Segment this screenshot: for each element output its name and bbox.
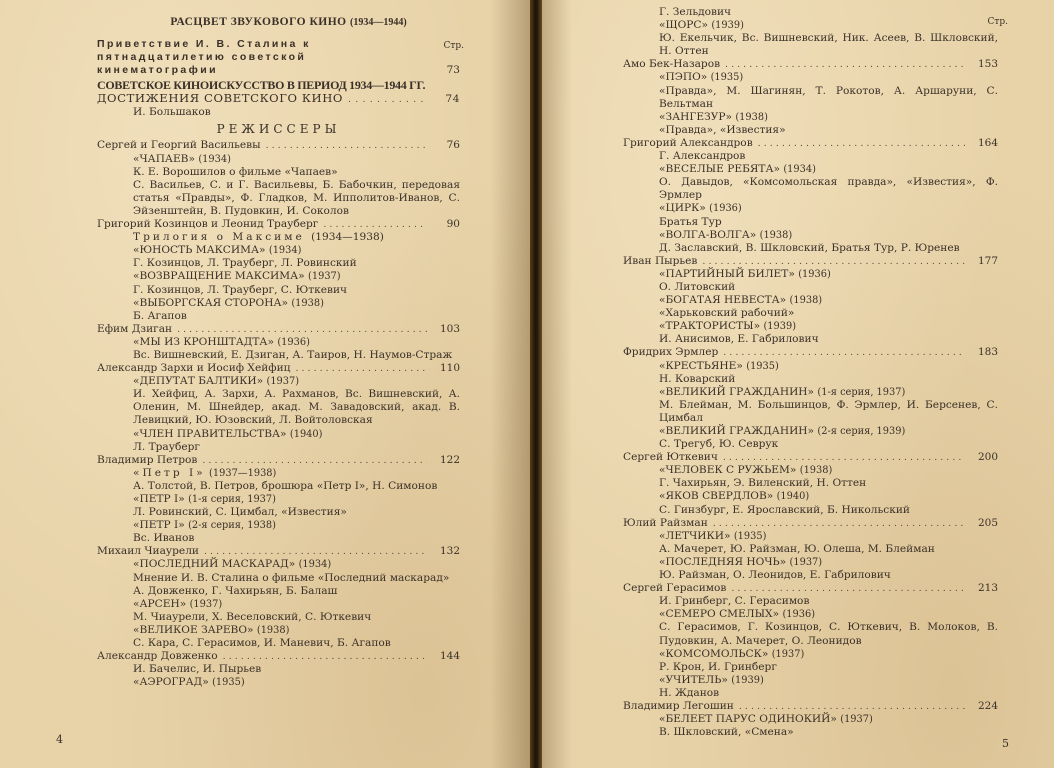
film-year: (1939): [711, 20, 744, 32]
film-line: [97, 375, 460, 388]
authors-line: М. Чиаурели, Х. Веселовский, С. Юткевич: [133, 610, 372, 623]
section-title: [97, 16, 460, 29]
film-title: «ПАРТИЙНЫЙ БИЛЕТ»: [659, 267, 795, 280]
film-title: «УЧИТЕЛЬ»: [659, 673, 728, 686]
page-number: 224: [977, 699, 998, 712]
authors-line: С. Васильев, С. и Г. Васильевы, Б. Бабочкин, передовая статья «Правды», Ф. Гладков, М. Ипполитов-Иванов, С. Эйзенштейн, В. Пудовкин, И. Соколов: [133, 178, 460, 217]
film-line: [623, 111, 998, 124]
dot-leader: [758, 139, 965, 149]
film-line: [97, 467, 460, 480]
toc-entry-director[interactable]: [623, 451, 998, 464]
film-line: [97, 297, 460, 310]
film-title: «ПЕТР I»: [133, 519, 185, 532]
film-title: «ЧЕЛОВЕК С РУЖЬЕМ»: [659, 464, 797, 477]
authors-line: О. Литовский: [659, 280, 736, 293]
film-line: [623, 294, 998, 307]
film-line: [623, 713, 998, 726]
film-line: [623, 163, 998, 176]
film-title: «ВЕЛИКИЙ ГРАЖДАНИН»: [659, 425, 815, 437]
film-line: [97, 270, 460, 283]
page-number: 205: [977, 516, 998, 529]
film-line: [623, 19, 998, 32]
right-entries-list: [623, 58, 998, 739]
toc-entry-director[interactable]: [623, 255, 998, 268]
film-year: (1936): [277, 336, 310, 348]
film-title: «ВЕЛИКОЕ ЗАРЕВО»: [133, 623, 254, 636]
film-title: «ЯКОВ СВЕРДЛОВ»: [659, 490, 774, 503]
authors-line: С. Трегуб, Ю. Севрук: [659, 438, 779, 451]
toc-entry-director[interactable]: [97, 218, 460, 231]
film-title: «КОМСОМОЛЬСК»: [659, 647, 769, 660]
film-line: [623, 490, 998, 503]
film-line: [97, 624, 460, 637]
film-year: (1937): [308, 271, 341, 283]
authors-line: Г. Александров: [659, 150, 746, 163]
authors-line: В. Шкловский, «Смена»: [659, 726, 794, 739]
page-folio: 4: [56, 733, 63, 746]
page-number: 110: [439, 362, 460, 375]
film-line: [623, 464, 998, 477]
film-line: [97, 336, 460, 349]
film-line: [623, 268, 998, 281]
film-title: «СЕМЕРО СМЕЛЫХ»: [659, 608, 780, 621]
film-title: «ЗАНГЕЗУР»: [659, 110, 732, 123]
toc-entry-director[interactable]: [623, 58, 998, 71]
film-line: [97, 428, 460, 441]
film-year: (1938): [759, 229, 793, 241]
authors-line: Л. Ровинский, С. Цимбал, «Известия»: [133, 506, 347, 519]
authors-line: Ю. Райзман, О. Леонидов, Е. Габрилович: [659, 569, 891, 582]
film-line: [97, 676, 460, 689]
film-title: «ПОСЛЕДНЯЯ НОЧЬ»: [659, 555, 787, 568]
film-line: [97, 519, 460, 532]
authors-line: Г. Козинцов, Л. Трауберг, Л. Ровинский: [133, 257, 357, 270]
dot-leader: [177, 325, 427, 335]
authors-line: О. Давыдов, «Комсомольская правда», «Известия», Ф. Эрмлер: [659, 176, 998, 202]
film-year: (1937): [266, 376, 300, 388]
film-line: [623, 530, 998, 543]
director-name: Амо Бек-Назаров: [623, 58, 721, 71]
page-number: 74: [445, 93, 460, 106]
film-year: (1939): [763, 321, 797, 333]
film-year: (1934): [198, 153, 231, 165]
authors-line: И. Бачелис, И. Пырьев: [133, 663, 262, 676]
film-year: (2-я серия, 1938): [188, 520, 276, 532]
page-number: 200: [977, 451, 998, 464]
film-title: «ЦИРК»: [659, 202, 706, 215]
film-line: [623, 556, 998, 569]
authors-line: Г. Чахирьян, Э. Виленский, Н. Оттен: [659, 477, 867, 490]
page-number: 177: [977, 254, 998, 267]
series-line: [97, 231, 460, 244]
authors-line: Братья Тур: [659, 215, 722, 228]
authors-line: «Харьковский рабочий»: [659, 307, 795, 320]
dot-leader: [295, 364, 427, 374]
authors-line: А. Мачерет, Ю. Райзман, Ю. Олеша, М. Блейман: [659, 542, 935, 555]
film-year: (1937): [189, 598, 223, 610]
film-year: (1934): [268, 245, 302, 257]
achievements-title: ДОСТИЖЕНИЯ СОВЕТСКОГО КИНО: [97, 91, 344, 106]
film-year: (1937—1938): [209, 467, 277, 479]
dot-leader: [204, 547, 427, 557]
page-number: 164: [977, 136, 998, 149]
toc-entry-director[interactable]: [623, 700, 998, 713]
director-name: Александр Зархи и Иосиф Хейфиц: [97, 362, 291, 375]
toc-entry-director[interactable]: [623, 137, 998, 150]
film-title: «АРСЕН»: [133, 597, 187, 610]
film-title: «ВЫБОРГСКАЯ СТОРОНА»: [133, 296, 288, 309]
film-year: (1939): [731, 674, 764, 686]
dot-leader: [348, 95, 427, 105]
directors-heading: РЕЖИССЕРЫ: [216, 122, 341, 137]
authors-line: «Правда», «Известия»: [659, 123, 786, 136]
film-line: [623, 71, 998, 84]
film-title: «ВОЛГА-ВОЛГА»: [659, 228, 757, 241]
director-name: Александр Довженко: [97, 650, 218, 663]
director-name: Фридрих Эрмлер: [623, 346, 719, 359]
film-line: [97, 244, 460, 257]
page-number: 213: [977, 582, 998, 595]
page-number: 103: [439, 322, 460, 335]
film-year: (1937): [789, 556, 823, 568]
film-title: «ПЭПО»: [659, 71, 708, 84]
authors-line: Мнение И. В. Сталина о фильме «Последний маскарад»: [133, 571, 450, 584]
film-year: (1938): [291, 297, 324, 309]
film-year: (1936): [709, 203, 742, 215]
film-title: «ЧАПАЕВ»: [133, 152, 195, 165]
film-year: (1-я серия, 1937): [817, 386, 906, 398]
film-year: (1938): [799, 465, 833, 477]
authors-line: С. Кара, С. Герасимов, И. Маневич, Б. Агапов: [133, 637, 391, 650]
toc-entry-director[interactable]: [623, 582, 998, 595]
director-name: Ефим Дзиган: [97, 322, 173, 335]
film-line: [623, 202, 998, 215]
authors-line: К. Е. Ворошилов о фильме «Чапаев»: [133, 165, 338, 178]
page-number: 183: [977, 346, 998, 359]
film-line: [97, 598, 460, 611]
toc-entry-director[interactable]: [97, 139, 460, 152]
page-number: 132: [439, 545, 460, 558]
film-line: [623, 360, 998, 373]
page-number: 73: [446, 64, 460, 77]
film-year: (1937): [840, 714, 873, 726]
toc-entry-director[interactable]: [623, 517, 998, 530]
film-line: [623, 386, 998, 399]
film-title: «ТРАКТОРИСТЫ»: [659, 320, 761, 333]
authors-line: А. Довженко, Г. Чахирьян, Б. Балаш: [133, 584, 338, 597]
dot-leader: [723, 348, 965, 358]
dot-leader: [266, 141, 427, 151]
director-name: Иван Пырьев: [623, 254, 698, 267]
toc-entry-director[interactable]: [97, 545, 460, 558]
film-year: (1938): [256, 624, 290, 636]
greeting-title: Приветствие И. В. Сталина к пятнадцатилетию советской кинематографии: [97, 38, 311, 77]
director-name: Владимир Петров: [97, 453, 198, 466]
director-name: Сергей Юткевич: [623, 451, 718, 464]
right-lead-lines: [623, 6, 998, 58]
authors-line: Л. Трауберг: [133, 440, 200, 453]
authors-line: Н. Коварский: [659, 372, 736, 385]
authors-line: Ю. Екельчик, Вс. Вишневский, Ник. Асеев, В. Шкловский, Н. Оттен: [659, 32, 998, 58]
toc-entry-director[interactable]: [97, 323, 460, 336]
toc-entry-director[interactable]: [97, 650, 460, 663]
director-name: Юлий Райзман: [623, 516, 708, 529]
film-title: «ЧЛЕН ПРАВИТЕЛЬСТВА»: [133, 427, 287, 440]
authors-line: «Правда», М. Шагинян, Т. Рокотов, А. Аршаруни, С. Вельтман: [659, 84, 998, 110]
film-title: «АЭРОГРАД»: [133, 676, 209, 689]
authors-line: Д. Заславский, В. Шкловский, Братья Тур, Р. Юренев: [659, 241, 960, 254]
left-entries-list: [97, 139, 460, 689]
authors-line: И. Гринберг, С. Герасимов: [659, 595, 810, 608]
authors-line: И. Анисимов, Е. Габрилович: [659, 333, 819, 346]
authors-line: И. Хейфиц, А. Зархи, А. Рахманов, Вс. Вишневский, А. Оленин, М. Шнейдер, акад. М. Завадовский, акад. В. Левицкий, Ю. Юзовский, Л. Войтоловская: [133, 388, 460, 427]
page-column-label: Стр.: [987, 17, 1008, 27]
dot-leader: [223, 652, 427, 662]
film-title: «БЕЛЕЕТ ПАРУС ОДИНОКИЙ»: [659, 713, 837, 726]
film-year: (1940): [289, 428, 323, 440]
page-column-label: Стр.: [443, 41, 464, 51]
film-line: [623, 648, 998, 661]
director-name: Сергей Герасимов: [623, 582, 727, 595]
authors-line: С. Гинзбург, Е. Ярославский, Б. Никольский: [659, 503, 910, 516]
film-line: [623, 674, 998, 687]
film-year: (1938): [735, 111, 768, 123]
film-title: «ВЕЛИКИЙ ГРАЖДАНИН»: [659, 385, 815, 398]
film-title: «Петр I»: [133, 466, 206, 479]
right-page: [542, 0, 1054, 768]
dot-leader: [713, 519, 965, 529]
right-toc-column: [623, 6, 1008, 739]
authors-line: Г. Зельдович: [659, 6, 732, 18]
film-title: «ЩОРС»: [659, 19, 708, 32]
film-year: (1935): [710, 72, 744, 84]
toc-entry-director[interactable]: [97, 362, 460, 375]
toc-entry-greeting[interactable]: [97, 38, 460, 77]
director-name: Григорий Козинцов и Леонид Трауберг: [97, 218, 319, 231]
left-toc-column: [97, 16, 464, 689]
page-number: 90: [446, 218, 460, 231]
page-number: 153: [977, 58, 998, 71]
dot-leader: [323, 220, 427, 230]
page-number: 76: [446, 139, 460, 152]
dot-leader: [739, 702, 965, 712]
film-line: [97, 493, 460, 506]
film-year: (1940): [776, 491, 810, 503]
film-year: (1935): [733, 530, 767, 542]
era-heading: СОВЕТСКОЕ КИНОИСКУССТВО В ПЕРИОД 1934—1944 ГГ.: [97, 78, 426, 93]
book-spine: [530, 0, 542, 768]
toc-entry-director[interactable]: [623, 346, 998, 359]
film-year: (1936): [798, 268, 831, 280]
authors-line: М. Блейман, М. Большинцов, Ф. Эрмлер, И. Берсенев, С. Цимбал: [659, 398, 998, 424]
film-title: «БОГАТАЯ НЕВЕСТА»: [659, 294, 787, 307]
dot-leader: [702, 257, 965, 267]
page-number: 144: [439, 650, 460, 663]
film-year: (1934): [298, 559, 332, 571]
film-year: (2-я серия, 1939): [817, 426, 906, 437]
film-year: (1937): [771, 648, 805, 660]
toc-entry-director[interactable]: [97, 454, 460, 467]
film-year: (1-я серия, 1937): [188, 494, 276, 505]
film-title: «ПОСЛЕДНИЙ МАСКАРАД»: [133, 558, 296, 571]
authors-line: Б. Агапов: [133, 309, 187, 322]
director-name: Михаил Чиаурели: [97, 545, 199, 558]
film-line: [97, 558, 460, 571]
dot-leader: [731, 584, 965, 594]
dot-leader: [202, 456, 427, 466]
toc-entry-achievements[interactable]: [97, 92, 460, 106]
film-title: «ДЕПУТАТ БАЛТИКИ»: [133, 375, 264, 388]
series-years: (1934—1938): [311, 231, 384, 244]
section-years: (1934—1944): [350, 17, 407, 28]
film-title: «МЫ ИЗ КРОНШТАДТА»: [133, 335, 274, 348]
director-name: Сергей и Георгий Васильевы: [97, 139, 261, 152]
director-name: Григорий Александров: [623, 136, 753, 149]
film-line: [623, 425, 998, 438]
authors-line: А. Толстой, В. Петров, брошюра «Петр I», Н. Симонов: [133, 479, 438, 492]
film-line: [623, 229, 998, 242]
film-title: «ВЕСЕЛЫЕ РЕБЯТА»: [659, 163, 780, 176]
film-title: «ПЕТР I»: [133, 493, 185, 505]
film-line: [623, 320, 998, 333]
authors-line: Н. Жданов: [659, 686, 720, 699]
authors-line: Г. Козинцов, Л. Трауберг, С. Юткевич: [133, 283, 348, 296]
section-title-text: РАСЦВЕТ ЗВУКОВОГО КИНО: [170, 16, 347, 28]
director-name: Владимир Легошин: [623, 699, 734, 712]
film-line: [97, 153, 460, 166]
film-title: «ВОЗВРАЩЕНИЕ МАКСИМА»: [133, 270, 305, 283]
achievements-author: И. Большаков: [133, 106, 211, 119]
film-year: (1935): [212, 677, 245, 689]
dot-leader: [723, 453, 965, 463]
film-year: (1936): [782, 609, 816, 621]
authors-line: Вс. Вишневский, Е. Дзиган, А. Таиров, Н. Наумов-Страж: [133, 348, 453, 361]
page-folio: 5: [1002, 737, 1009, 750]
authors-line: Р. Крон, И. Гринберг: [659, 660, 777, 673]
film-year: (1934): [783, 164, 816, 176]
authors-line: Вс. Иванов: [133, 532, 195, 545]
film-title: «ЛЕТЧИКИ»: [659, 529, 731, 542]
authors-line: С. Герасимов, Г. Козинцов, С. Юткевич, В. Молоков, В. Пудовкин, А. Мачерет, О. Леонидов: [659, 621, 998, 647]
film-title: «КРЕСТЬЯНЕ»: [659, 359, 743, 372]
dot-leader: [725, 60, 965, 70]
film-title: «ЮНОСТЬ МАКСИМА»: [133, 244, 266, 257]
page-number: 122: [439, 453, 460, 466]
film-year: (1935): [746, 360, 779, 372]
series-title: Трилогия о Максиме: [133, 231, 305, 244]
film-line: [623, 608, 998, 621]
film-year: (1938): [789, 295, 823, 307]
